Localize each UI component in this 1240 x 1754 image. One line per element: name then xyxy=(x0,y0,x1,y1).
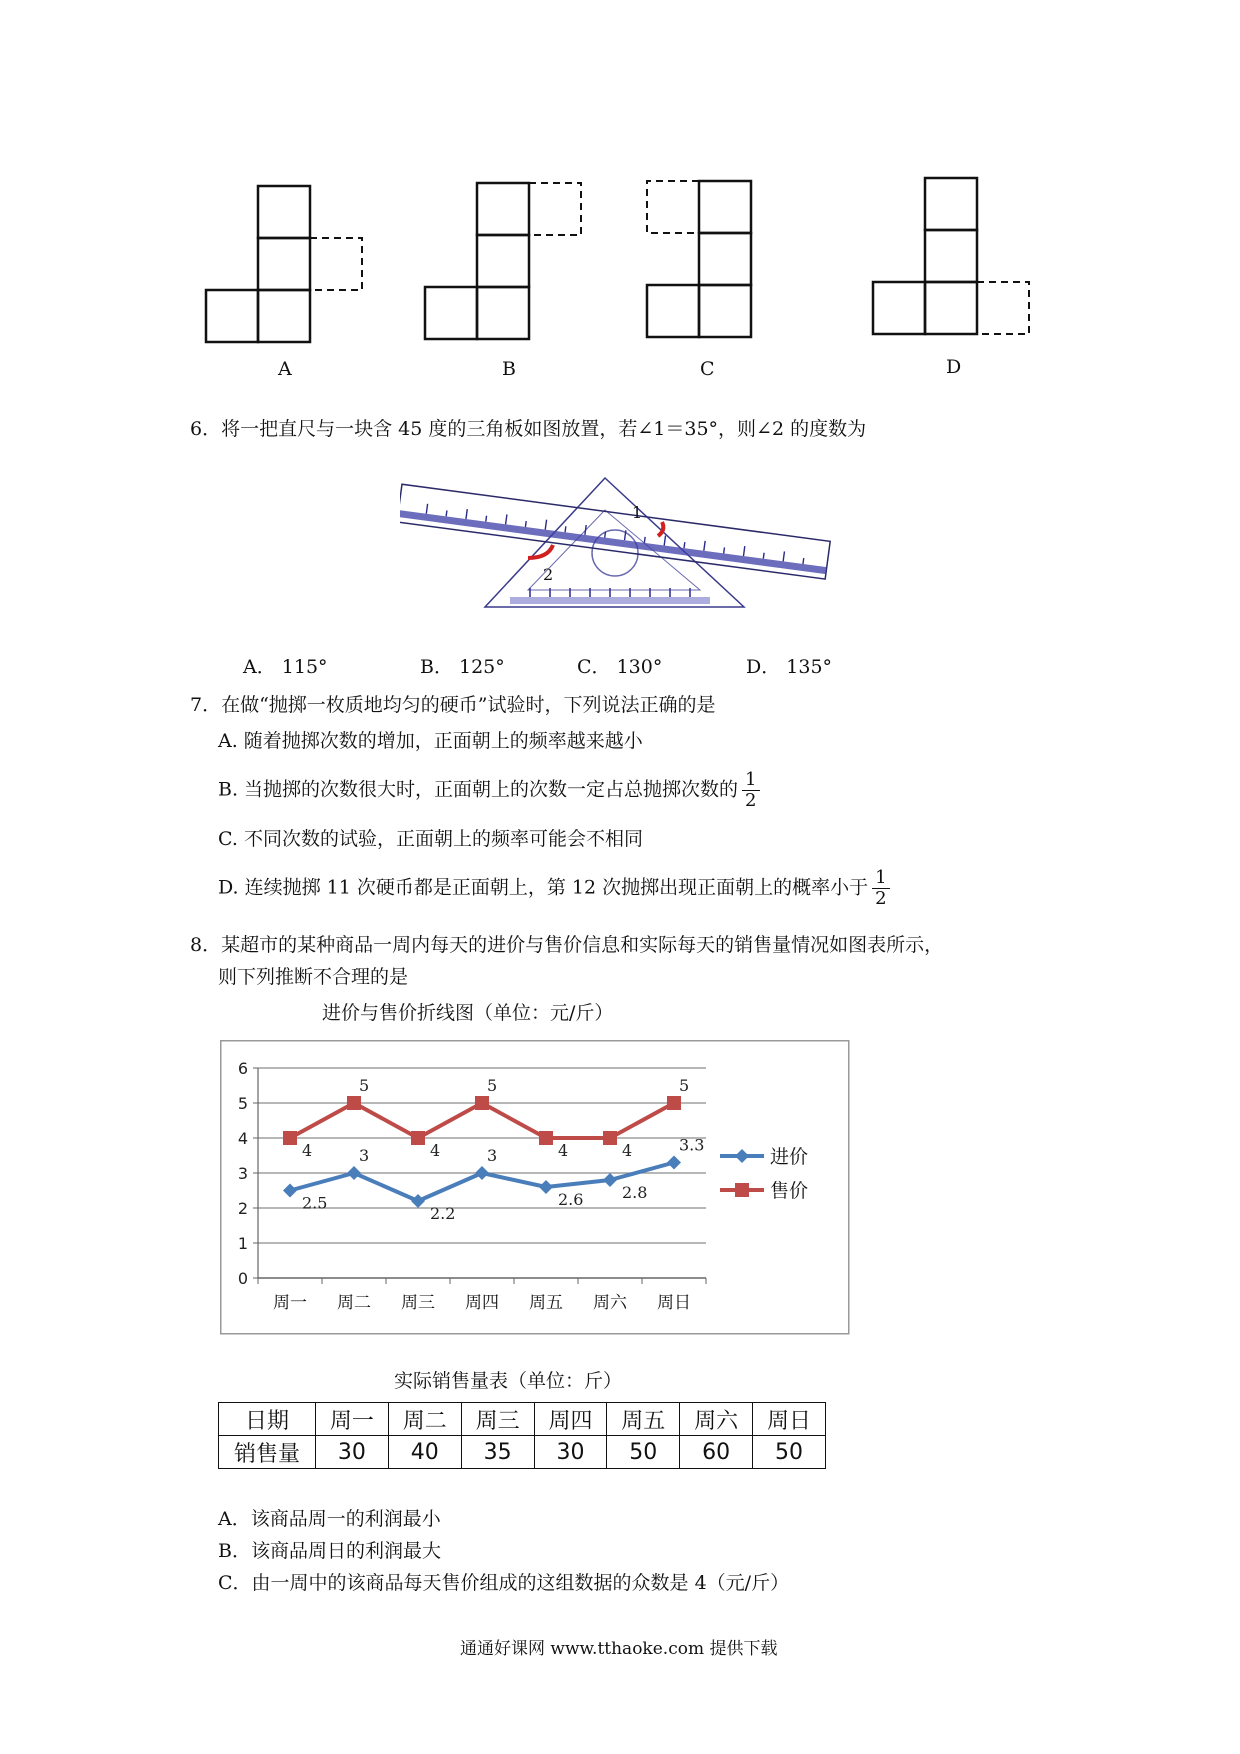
figure-b-label: B xyxy=(502,358,516,380)
figure-d-label: D xyxy=(946,356,962,378)
q6-ruler-triangle-figure xyxy=(400,470,860,620)
table-title: 实际销售量表（单位：斤） xyxy=(394,1370,623,1392)
x-tick-label: 周四 xyxy=(465,1293,499,1313)
q7-option-b-fraction xyxy=(742,770,759,811)
table-cell: 50 xyxy=(607,1436,680,1469)
data-label: 5 xyxy=(359,1076,370,1095)
q8-text-line1: 某超市的某种商品一周内每天的进价与售价信息和实际每天的销售量情况如图表所示， xyxy=(221,934,944,956)
q8-option-a: A．该商品周一的利润最小 xyxy=(218,1508,441,1530)
chart-frame xyxy=(221,1041,849,1334)
data-label: 2.2 xyxy=(430,1204,456,1223)
data-point xyxy=(475,1096,489,1110)
y-tick-label: 6 xyxy=(237,1059,248,1078)
table-cell: 30 xyxy=(316,1436,389,1469)
table-cell: 周一 xyxy=(316,1403,389,1436)
data-label: 5 xyxy=(679,1076,690,1095)
q7-stem xyxy=(190,692,716,718)
q7-option-d-fraction xyxy=(872,868,889,909)
q7-number: 7． xyxy=(190,694,222,716)
x-tick-label: 周六 xyxy=(593,1293,627,1313)
table-cell: 周三 xyxy=(461,1403,534,1436)
legend-label: 进价 xyxy=(770,1146,809,1168)
data-label: 2.8 xyxy=(622,1183,648,1202)
x-tick-label: 周日 xyxy=(657,1293,691,1313)
price-line-chart xyxy=(220,1040,850,1336)
data-label: 4 xyxy=(622,1141,633,1160)
table-row xyxy=(219,1436,826,1469)
data-label: 4 xyxy=(430,1141,441,1160)
table-cell: 35 xyxy=(461,1436,534,1469)
table-cell: 日期 xyxy=(219,1403,316,1436)
figure-b xyxy=(425,183,581,339)
q7-text: 在做“抛掷一枚质地均匀的硬币”试验时，下列说法正确的是 xyxy=(221,694,716,716)
q7-option-d xyxy=(218,868,890,909)
y-tick-label: 5 xyxy=(237,1094,248,1113)
chart-title: 进价与售价折线图（单位：元/斤） xyxy=(322,1002,614,1024)
fraction-denominator: 2 xyxy=(745,790,757,811)
y-tick-label: 0 xyxy=(237,1269,248,1288)
q8-option-b: B．该商品周日的利润最大 xyxy=(218,1540,441,1562)
q7-option-b xyxy=(218,770,760,811)
figure-a xyxy=(206,186,362,342)
fraction-numerator: 1 xyxy=(742,770,759,791)
table-cell: 周二 xyxy=(388,1403,461,1436)
q6-choice-c: C． 130° xyxy=(577,656,663,678)
fraction-numerator: 1 xyxy=(872,868,889,889)
table-cell: 50 xyxy=(753,1436,826,1469)
data-point xyxy=(411,1131,425,1145)
y-tick-label: 1 xyxy=(237,1234,248,1253)
q7-option-a: A. 随着抛掷次数的增加，正面朝上的频率越来越小 xyxy=(218,730,643,752)
q8-option-c: C．由一周中的该商品每天售价组成的这组数据的众数是 4（元/斤） xyxy=(218,1572,790,1594)
table-cell: 周六 xyxy=(680,1403,753,1436)
data-label: 4 xyxy=(302,1141,313,1160)
table-header-row xyxy=(219,1403,826,1436)
table-cell: 周日 xyxy=(753,1403,826,1436)
legend-marker xyxy=(735,1183,749,1197)
q6-choice-b: B． 125° xyxy=(420,656,505,678)
q7-option-b-text: B. 当抛掷的次数很大时，正面朝上的次数一定占总抛掷次数的 xyxy=(218,778,739,801)
figure-d xyxy=(873,178,1029,334)
x-tick-label: 周二 xyxy=(337,1293,371,1313)
data-label: 5 xyxy=(487,1076,498,1095)
q5-figures xyxy=(0,0,1240,400)
figure-c-label: C xyxy=(700,358,715,380)
figure-c xyxy=(647,181,751,337)
q8-stem-line2: 则下列推断不合理的是 xyxy=(218,966,409,988)
table-cell: 60 xyxy=(680,1436,753,1469)
data-label: 3 xyxy=(359,1146,370,1165)
data-label: 3 xyxy=(487,1146,498,1165)
data-point xyxy=(539,1131,553,1145)
x-tick-label: 周一 xyxy=(273,1293,307,1313)
x-tick-label: 周五 xyxy=(529,1293,563,1313)
q8-number: 8． xyxy=(190,934,222,956)
angle-2-label: 2 xyxy=(543,565,554,584)
data-point xyxy=(347,1096,361,1110)
table-cell: 30 xyxy=(534,1436,607,1469)
fraction-denominator: 2 xyxy=(875,888,887,909)
q6-stem xyxy=(190,416,866,442)
q6-choice-a: A． 115° xyxy=(243,656,328,678)
figure-a-label: A xyxy=(278,358,292,380)
data-label: 4 xyxy=(558,1141,569,1160)
angle-1-label: 1 xyxy=(632,503,643,522)
data-point xyxy=(667,1096,681,1110)
footer-text: 通通好课网 www.tthaoke.com 提供下载 xyxy=(460,1639,778,1659)
q6-number: 6． xyxy=(190,418,222,440)
data-point xyxy=(603,1131,617,1145)
table-cell: 销售量 xyxy=(219,1436,316,1469)
y-tick-label: 2 xyxy=(237,1199,248,1218)
y-tick-label: 3 xyxy=(237,1164,248,1183)
data-label: 2.5 xyxy=(302,1193,328,1213)
table-cell: 40 xyxy=(388,1436,461,1469)
x-tick-label: 周三 xyxy=(401,1293,435,1313)
q8-stem-line1 xyxy=(190,932,943,958)
data-label: 3.3 xyxy=(679,1135,705,1155)
table-cell: 周四 xyxy=(534,1403,607,1436)
y-tick-label: 4 xyxy=(237,1129,248,1148)
legend-label: 售价 xyxy=(770,1180,809,1202)
q7-option-d-text: D. 连续抛掷 11 次硬币都是正面朝上，第 12 次抛掷出现正面朝上的概率小于 xyxy=(218,876,869,899)
q6-text: 将一把直尺与一块含 45 度的三角板如图放置，若∠1＝35°，则∠2 的度数为 xyxy=(221,418,867,440)
table-cell: 周五 xyxy=(607,1403,680,1436)
q7-option-c: C. 不同次数的试验，正面朝上的频率可能会不相同 xyxy=(218,828,643,850)
q6-choice-d: D． 135° xyxy=(746,656,833,678)
sales-table xyxy=(218,1402,826,1469)
data-point xyxy=(283,1131,297,1145)
data-label: 2.6 xyxy=(558,1190,584,1209)
